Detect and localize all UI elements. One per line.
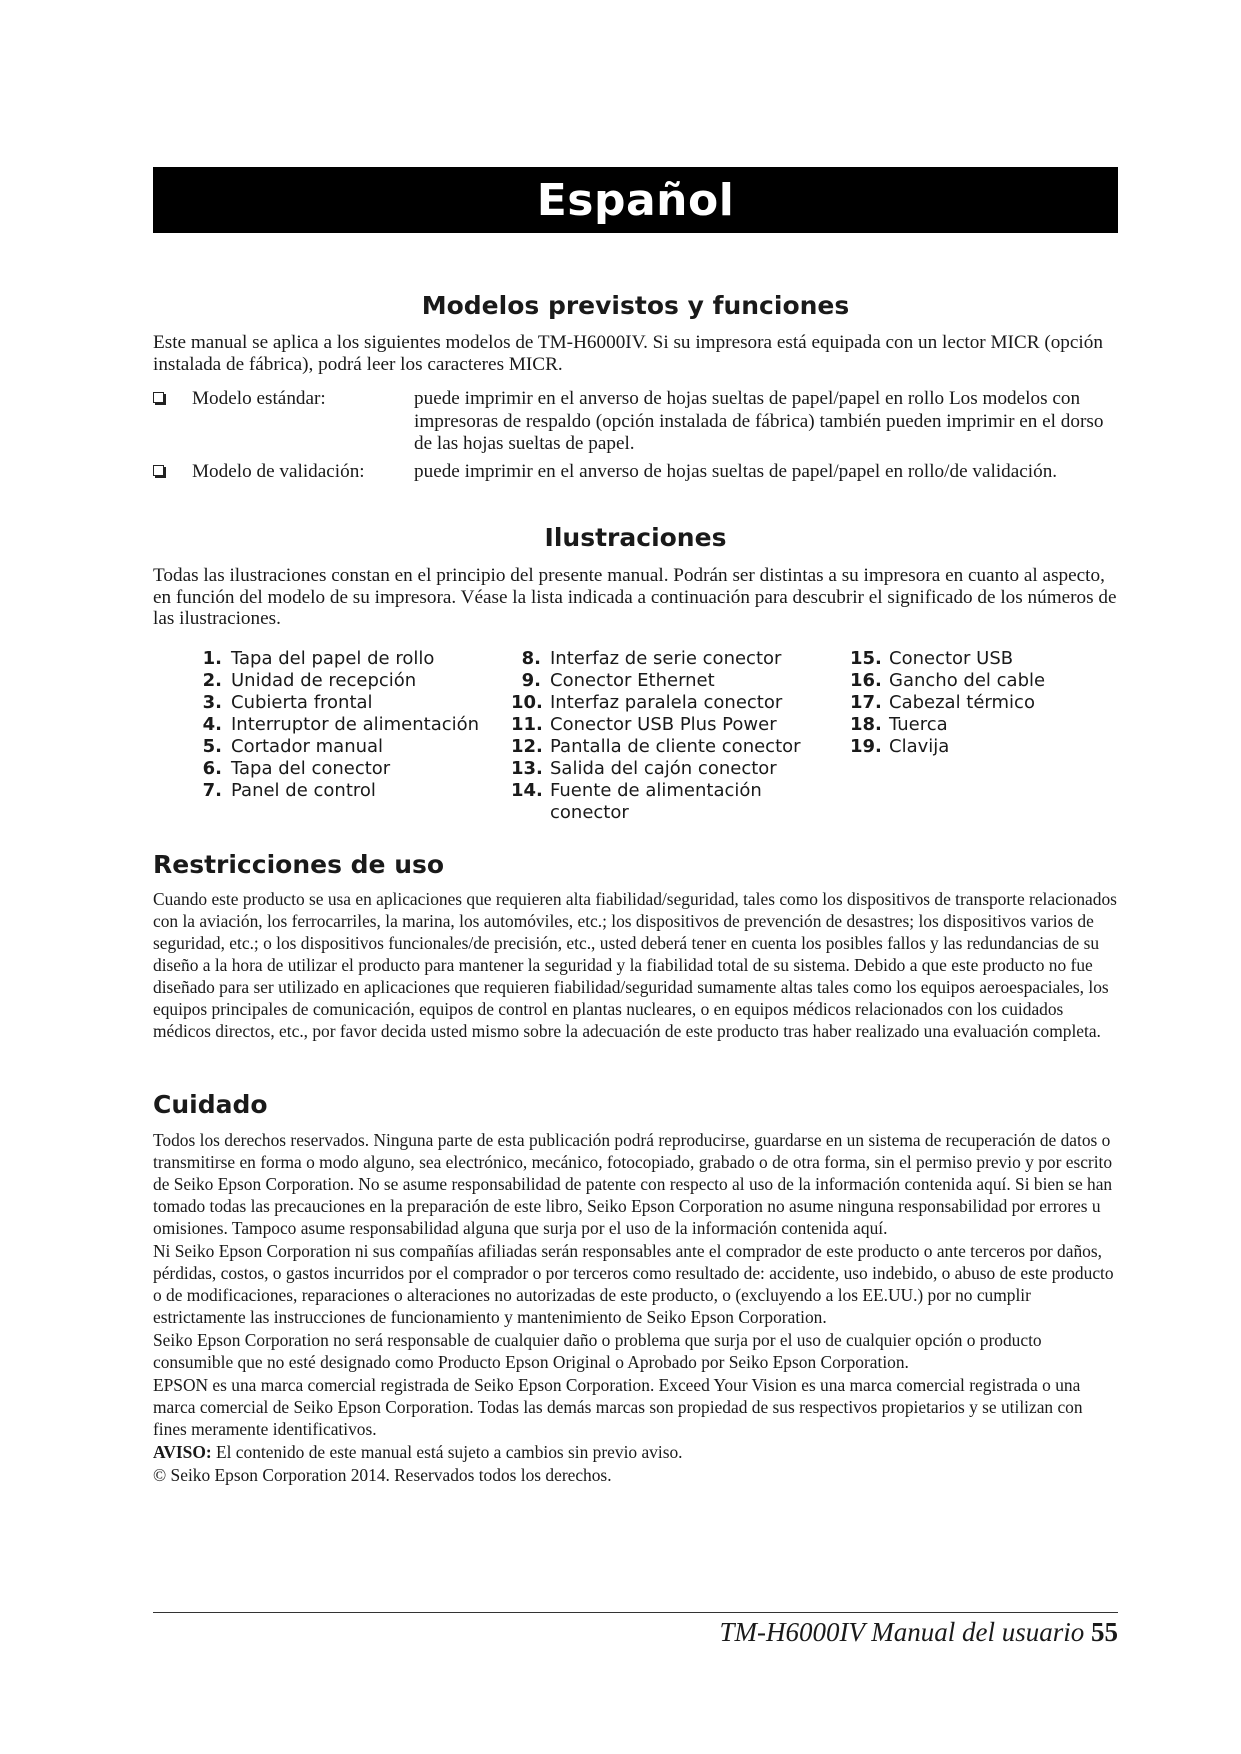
model-name: Modelo estándar: — [192, 388, 326, 409]
legend-item: 6. Tapa del conector — [202, 758, 391, 779]
model-name: Modelo de validación: — [192, 461, 365, 482]
care-heading: Cuidado — [153, 1090, 268, 1119]
legend-column-3 — [850, 648, 1120, 758]
footer-rule — [153, 1612, 1118, 1613]
language-title: Español — [536, 174, 735, 226]
models-heading: Modelos previstos y funciones — [421, 291, 850, 320]
notice-label: AVISO: — [153, 1442, 212, 1462]
legend-item: 3. Cubierta frontal — [202, 692, 373, 713]
legend-item: 10. Interfaz paralela conector — [511, 692, 783, 713]
checkbox-bullet-icon — [153, 465, 164, 476]
illustrations-intro: Todas las ilustraciones constan en el principio del presente manual. Podrán ser distintas a su impresora en cuanto al aspecto, en función del modelo de su impresora. Véase la lista indicada a continuación para descubrir el significado de los números de las ilustraciones. — [153, 565, 1117, 629]
restrictions-heading: Restricciones de uso — [153, 850, 445, 879]
care-body — [153, 1129, 1118, 1487]
legend-item: 13. Salida del cajón conector — [511, 758, 777, 779]
legend-item: 17. Cabezal térmico — [850, 692, 1035, 713]
legend-item: 11. Conector USB Plus Power — [511, 714, 777, 735]
model-description: puede imprimir en el anverso de hojas sueltas de papel/papel en rollo Los modelos con impresoras de respaldo (opción instalada de fábrica) también pueden imprimir en el dorso de las hojas sueltas de papel. — [414, 388, 1104, 454]
legend-item: 9. Conector Ethernet — [521, 670, 715, 691]
legend-item: 16. Gancho del cable — [850, 670, 1046, 691]
notice-text: El contenido de este manual está sujeto a cambios sin previo aviso. — [211, 1442, 683, 1462]
legend-item: 19. Clavija — [850, 736, 950, 757]
legend-column-2 — [511, 648, 841, 824]
legend-item: 18. Tuerca — [850, 714, 948, 735]
legend-item: 15. Conector USB — [850, 648, 1014, 669]
legend-item: 7. Panel de control — [202, 780, 376, 801]
legend-item: 4. Interruptor de alimentación — [202, 714, 480, 735]
care-paragraph: Ni Seiko Epson Corporation ni sus compañías afiliadas serán responsables ante el comprador de este producto o ante terceros por daños, pérdidas, costos, o gastos incurridos por el comprador o por terceros como resultado de: accidente, uso indebido, o abuso de este producto o de modificaciones, reparaciones o alteraciones no autorizadas de este producto, o (excluyendo a los EE.UU.) por no cumplir estrictamente las instrucciones de funcionamiento y mantenimiento de Seiko Epson Corporation. — [153, 1241, 1114, 1327]
legend-item: 12. Pantalla de cliente conector — [511, 736, 801, 757]
notice — [153, 1441, 1118, 1463]
language-banner — [153, 167, 1118, 233]
legend-item: 8. Interfaz de serie conector — [521, 648, 782, 669]
illustrations-heading: Ilustraciones — [544, 523, 727, 552]
legend-item: 1. Tapa del papel de rollo — [202, 648, 435, 669]
legend-item: 2. Unidad de recepción — [202, 670, 417, 691]
models-intro: Este manual se aplica a los siguientes modelos de TM-H6000IV. Si su impresora está equipada con un lector MICR (opción instalada de fábrica), podrá leer los caracteres MICR. — [153, 332, 1103, 375]
legend-item: 5. Cortador manual — [202, 736, 384, 757]
care-paragraph: Todos los derechos reservados. Ninguna parte de esta publicación podrá reproducirse, guardarse en un sistema de recuperación de datos o transmitirse en forma o modo alguno, sea electrónico, mecánico, fotocopiado, grabado o de otra forma, sin el permiso previo y por escrito de Seiko Epson Corporation. No se asume responsabilidad de patente con respecto al uso de la información contenida aquí. Si bien se han tomado todas las precauciones en la preparación de este libro, Seiko Epson Corporation no asume ninguna responsabilidad por errores u omisiones. Tampoco asume responsabilidad alguna que surja por el uso de la información contenida aquí. — [153, 1130, 1113, 1238]
checkbox-bullet-icon — [153, 392, 164, 403]
restrictions-text: Cuando este producto se usa en aplicaciones que requieren alta fiabilidad/seguridad, tales como los dispositivos de transporte relacionados con la aviación, los ferrocarriles, la marina, los automóviles, etc.; los dispositivos de prevención de desastres; los dispositivos varios de seguridad, etc.; o los dispositivos funcionales/de precisión, etc., usted deberá tener en cuenta los posibles fallos y las redundancias de su diseño a la hora de utilizar el producto para mantener la seguridad y la fiabilidad total de su sistema. Debido a que este producto no fue diseñado para ser utilizado en aplicaciones que requieren fiabilidad/seguridad sumamente altas tales como los equipos aeroespaciales, los equipos principales de comunicación, equipos de control en plantas nucleares, o en equipos médicos relacionados con los cuidados médicos directos, etc., por favor decida usted mismo sobre la adecuación de este producto tras haber realizado una evaluación completa. — [153, 889, 1117, 1041]
model-description: puede imprimir en el anverso de hojas sueltas de papel/papel en rollo/de validación. — [414, 461, 1058, 482]
page-number: 55 — [1091, 1617, 1118, 1647]
care-paragraph: Seiko Epson Corporation no será responsable de cualquier daño o problema que surja por el uso de cualquier opción o producto consumible que no esté designado como Producto Epson Original o Aprobado por Seiko Epson Corporation. — [153, 1330, 1042, 1372]
footer-title: TM-H6000IV Manual del usuario — [719, 1617, 1085, 1647]
care-paragraph: EPSON es una marca comercial registrada de Seiko Epson Corporation. Exceed Your Vision es una marca comercial registrada o una marca comercial de Seiko Epson Corporation. Todas las demás marcas son propiedad de sus respectivos propietarios y se utilizan con fines meramente identificativos. — [153, 1375, 1083, 1439]
legend-item: 14. Fuente de alimentación conector — [511, 780, 762, 823]
legend-column-1 — [192, 648, 512, 802]
copyright: © Seiko Epson Corporation 2014. Reservados todos los derechos. — [153, 1465, 612, 1485]
footer — [720, 1617, 1119, 1648]
restrictions-body — [153, 888, 1118, 1043]
